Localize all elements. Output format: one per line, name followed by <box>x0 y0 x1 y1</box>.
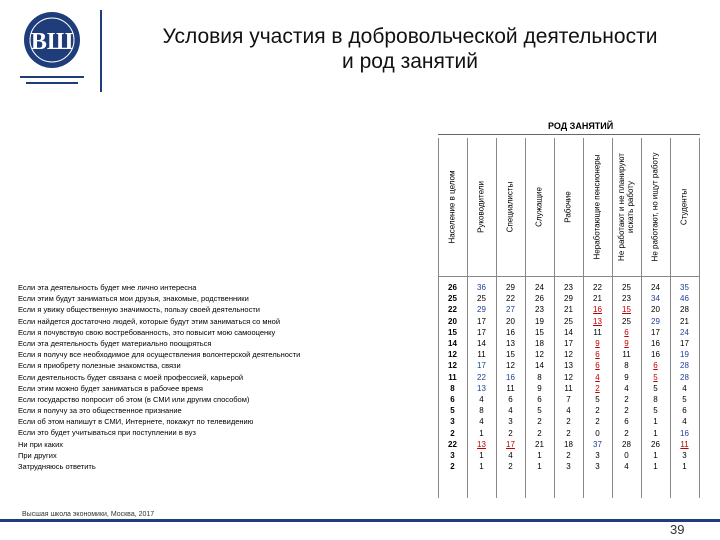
table-cell: 4 <box>479 417 484 427</box>
table-cell: 3 <box>682 451 687 460</box>
table-cell: 5 <box>682 395 687 404</box>
table-cell: 0 <box>624 451 629 460</box>
table-cell: 46 <box>680 294 689 304</box>
table-cell: 17 <box>477 361 486 371</box>
table-cell: 6 <box>450 395 455 404</box>
table-cell: 5 <box>653 406 658 416</box>
table-cell: 13 <box>593 316 602 326</box>
table-cell: 12 <box>564 350 573 360</box>
table-cell: 21 <box>564 305 573 315</box>
row-label: Если этим будут заниматься мои друзья, знакомые, родственники <box>18 294 249 304</box>
column-header <box>526 138 552 276</box>
table-cell: 26 <box>651 439 660 449</box>
table-cell: 14 <box>535 361 544 371</box>
table-cell: 18 <box>535 339 544 348</box>
table-cell: 15 <box>448 327 457 337</box>
header-divider <box>100 10 102 92</box>
table-cell: 24 <box>651 283 660 292</box>
table-cell: 29 <box>477 305 486 315</box>
column-header <box>439 138 465 276</box>
table-cell: 13 <box>477 383 486 393</box>
table-cell: 2 <box>595 383 600 393</box>
table-cell: 13 <box>506 339 515 348</box>
section-title: РОД ЗАНЯТИЙ <box>548 121 614 131</box>
table-cell: 12 <box>448 361 457 371</box>
table-cell: 21 <box>593 294 602 304</box>
column-header <box>671 138 697 276</box>
table-cell: 5 <box>450 406 455 416</box>
table-cell: 16 <box>593 305 602 315</box>
table-cell: 23 <box>622 294 631 304</box>
table-cell: 1 <box>537 462 542 472</box>
table-cell: 29 <box>651 316 660 326</box>
table-cell: 4 <box>624 462 629 472</box>
column-header-label: Неработающие пенсионеры <box>592 154 602 260</box>
column-divider <box>699 138 700 498</box>
table-cell: 28 <box>680 361 689 371</box>
table-cell: 17 <box>477 316 486 326</box>
column-header-label: Специалисты <box>505 181 515 233</box>
table-cell: 9 <box>595 339 600 348</box>
table-cell: 8 <box>450 383 455 393</box>
table-header-rule <box>438 276 700 277</box>
table-cell: 1 <box>479 428 484 438</box>
table-cell: 3 <box>450 417 455 427</box>
footer-bar <box>0 519 720 522</box>
table-cell: 8 <box>479 406 484 416</box>
table-cell: 5 <box>537 406 542 416</box>
table-cell: 3 <box>450 451 455 460</box>
table-cell: 8 <box>537 372 542 382</box>
row-label: Если эта деятельность будет материально поощряться <box>18 338 212 348</box>
title-line-2: и род занятий <box>342 50 478 73</box>
column-header-label: Не работают и не планируют искать работу <box>617 153 635 261</box>
table-cell: 37 <box>593 439 602 449</box>
table-cell: 3 <box>595 451 600 460</box>
table-cell: 18 <box>564 439 573 449</box>
table-cell: 35 <box>680 283 689 292</box>
table-cell: 2 <box>450 428 455 438</box>
table-cell: 22 <box>477 372 486 382</box>
page-title <box>110 24 710 74</box>
table-cell: 28 <box>622 439 631 449</box>
title-line-1: Условия участия в добровольческой деятельности <box>162 25 658 48</box>
table-cell: 15 <box>506 350 515 360</box>
table-cell: 1 <box>653 462 658 472</box>
row-labels <box>18 282 438 472</box>
table-cell: 17 <box>477 327 486 337</box>
column-header-label: Служащие <box>534 187 544 227</box>
column-header <box>555 138 581 276</box>
table-cell: 2 <box>624 395 629 404</box>
table-cell: 25 <box>622 316 631 326</box>
table-cell: 3 <box>566 462 571 472</box>
table-cell: 34 <box>651 294 660 304</box>
row-label: Если это будет учитываться при поступлении в вуз <box>18 428 196 438</box>
row-label: Если деятельность будет связана с моей профессией, карьерой <box>18 372 244 382</box>
table-cell: 6 <box>624 417 629 427</box>
table-cell: 4 <box>508 451 513 460</box>
table-cell: 4 <box>508 406 513 416</box>
table-cell: 24 <box>535 283 544 292</box>
table-cell: 3 <box>595 462 600 472</box>
table-cell: 11 <box>593 327 602 337</box>
column-header-label: Население в целом <box>447 170 457 244</box>
table-cell: 11 <box>448 372 457 382</box>
table-cell: 5 <box>653 383 658 393</box>
column-header-label: Рабочие <box>563 191 573 223</box>
table-cell: 16 <box>651 339 660 348</box>
table-cell: 2 <box>508 428 513 438</box>
table-cell: 4 <box>624 383 629 393</box>
table-cell: 28 <box>680 305 689 315</box>
table-cell: 24 <box>680 327 689 337</box>
table-cell: 15 <box>622 305 631 315</box>
table-cell: 6 <box>682 406 687 416</box>
table-cell: 6 <box>508 395 513 404</box>
column-header-label: Не работают, но ищут работу <box>650 152 660 262</box>
table-cell: 20 <box>651 305 660 315</box>
table-cell: 12 <box>448 350 457 360</box>
table-cell: 19 <box>535 316 544 326</box>
table-cell: 4 <box>682 383 687 393</box>
table-cell: 1 <box>479 451 484 460</box>
table-cell: 5 <box>595 395 600 404</box>
table-cell: 2 <box>595 417 600 427</box>
table-cell: 4 <box>479 395 484 404</box>
table-cell: 8 <box>624 361 629 371</box>
table-cell: 17 <box>680 339 689 348</box>
table-cell: 6 <box>595 350 600 360</box>
table-cell: 2 <box>595 406 600 416</box>
table-cell: 9 <box>537 383 542 393</box>
table-cell: 6 <box>653 361 658 371</box>
table-cell: 11 <box>680 439 689 449</box>
table-cell: 22 <box>593 283 602 292</box>
table-cell: 9 <box>624 339 629 348</box>
table-cell: 14 <box>477 339 486 348</box>
row-label: Если я увижу общественную значимость, пользу своей деятельности <box>18 305 260 315</box>
table-cell: 11 <box>506 383 515 393</box>
table-cell: 21 <box>680 316 689 326</box>
table-cell: 1 <box>682 462 687 472</box>
column-header <box>497 138 523 276</box>
table-cell: 16 <box>506 327 515 337</box>
table-cell: 11 <box>622 350 631 360</box>
column-header <box>642 138 668 276</box>
table-cell: 25 <box>448 294 457 304</box>
table-cell: 27 <box>506 305 515 315</box>
footer-note: Высшая школа экономики, Москва, 2017 <box>22 511 155 518</box>
table-cell: 21 <box>535 439 544 449</box>
table-cell: 26 <box>535 294 544 304</box>
table-cell: 4 <box>682 417 687 427</box>
table-cell: 2 <box>566 428 571 438</box>
table-cell: 29 <box>506 283 515 292</box>
hse-logo <box>6 6 98 94</box>
table-cell: 2 <box>508 462 513 472</box>
table-cell: 20 <box>448 316 457 326</box>
table-cell: 2 <box>450 462 455 472</box>
table-cell: 16 <box>651 350 660 360</box>
table-cell: 2 <box>566 451 571 460</box>
row-label: Если государство попросит об этом (в СМИ или другим способом) <box>18 394 250 404</box>
table-cell: 14 <box>448 339 457 348</box>
table-cell: 1 <box>653 417 658 427</box>
table-cell: 25 <box>564 316 573 326</box>
table-cell: 22 <box>506 294 515 304</box>
table-cell: 2 <box>537 417 542 427</box>
table-cell: 16 <box>506 372 515 382</box>
table-cell: 1 <box>479 462 484 472</box>
row-label: Затрудняюсь ответить <box>18 462 96 471</box>
table-cell: 6 <box>537 395 542 404</box>
column-header <box>613 138 639 276</box>
row-label: Если найдется достаточно людей, которые будут этим заниматься со мной <box>18 316 281 326</box>
header-rule <box>438 134 700 135</box>
row-label: Ни при каких <box>18 439 64 449</box>
table-cell: 20 <box>506 316 515 326</box>
table-cell: 22 <box>448 439 457 449</box>
table-cell: 4 <box>595 372 600 382</box>
table-cell: 23 <box>535 305 544 315</box>
table-cell: 12 <box>506 361 515 371</box>
row-label: Если этим можно будет заниматься в рабочее время <box>18 383 203 393</box>
table-cell: 1 <box>653 428 658 438</box>
table-cell: 36 <box>477 283 486 292</box>
table-cell: 23 <box>564 283 573 292</box>
table-cell: 17 <box>506 439 515 449</box>
table-cell: 6 <box>595 361 600 371</box>
table-cell: 12 <box>564 372 573 382</box>
table-cell: 28 <box>680 372 689 382</box>
table-cell: 26 <box>448 283 457 292</box>
table-cell: 5 <box>653 372 658 382</box>
table-cell: 11 <box>564 383 573 393</box>
table-cell: 13 <box>564 361 573 371</box>
row-label: Если я почувствую свою востребованность, это повысит мою самооценку <box>18 327 276 337</box>
column-header <box>468 138 494 276</box>
column-header-label: Руководители <box>476 181 486 233</box>
table-cell: 25 <box>477 294 486 304</box>
row-label: Если эта деятельность будет мне лично интересна <box>18 283 197 292</box>
table-cell: 19 <box>680 350 689 360</box>
table-cell: 6 <box>624 327 629 337</box>
row-label: Если я получу все необходимое для осуществления волонтерской деятельности <box>18 350 301 360</box>
table-cell: 17 <box>564 339 573 348</box>
table-cell: 1 <box>537 451 542 460</box>
table-cell: 25 <box>622 283 631 292</box>
table-cell: 7 <box>566 395 571 404</box>
table-cell: 2 <box>624 406 629 416</box>
table-cell: 22 <box>448 305 457 315</box>
table-cell: 12 <box>535 350 544 360</box>
page-number: 39 <box>670 522 685 537</box>
row-label: Если я получу за это общественное признание <box>18 406 182 416</box>
table-cell: 16 <box>680 428 689 438</box>
table-cell: 8 <box>653 395 658 404</box>
row-label: Если я приобрету полезные знакомства, связи <box>18 361 181 371</box>
table-cell: 2 <box>624 428 629 438</box>
table-cell: 15 <box>535 327 544 337</box>
table-cell: 4 <box>566 406 571 416</box>
table-cell: 13 <box>477 439 486 449</box>
table-cell: 9 <box>624 372 629 382</box>
table-cell: 11 <box>477 350 486 360</box>
column-header <box>584 138 610 276</box>
row-label: Если об этом напишут в СМИ, Интернете, покажут по телевидению <box>18 417 254 427</box>
table-cell: 3 <box>508 417 513 427</box>
table-cell: 2 <box>537 428 542 438</box>
table-cell: 1 <box>653 451 658 460</box>
row-label: При других <box>18 450 57 460</box>
table-cell: 14 <box>564 327 573 337</box>
table-cell: 0 <box>595 428 600 438</box>
table-cell: 17 <box>651 327 660 337</box>
svg-text:ВШ: ВШ <box>30 29 74 55</box>
table-cell: 29 <box>564 294 573 304</box>
table-cell: 2 <box>566 417 571 427</box>
column-header-label: Студенты <box>679 188 689 226</box>
